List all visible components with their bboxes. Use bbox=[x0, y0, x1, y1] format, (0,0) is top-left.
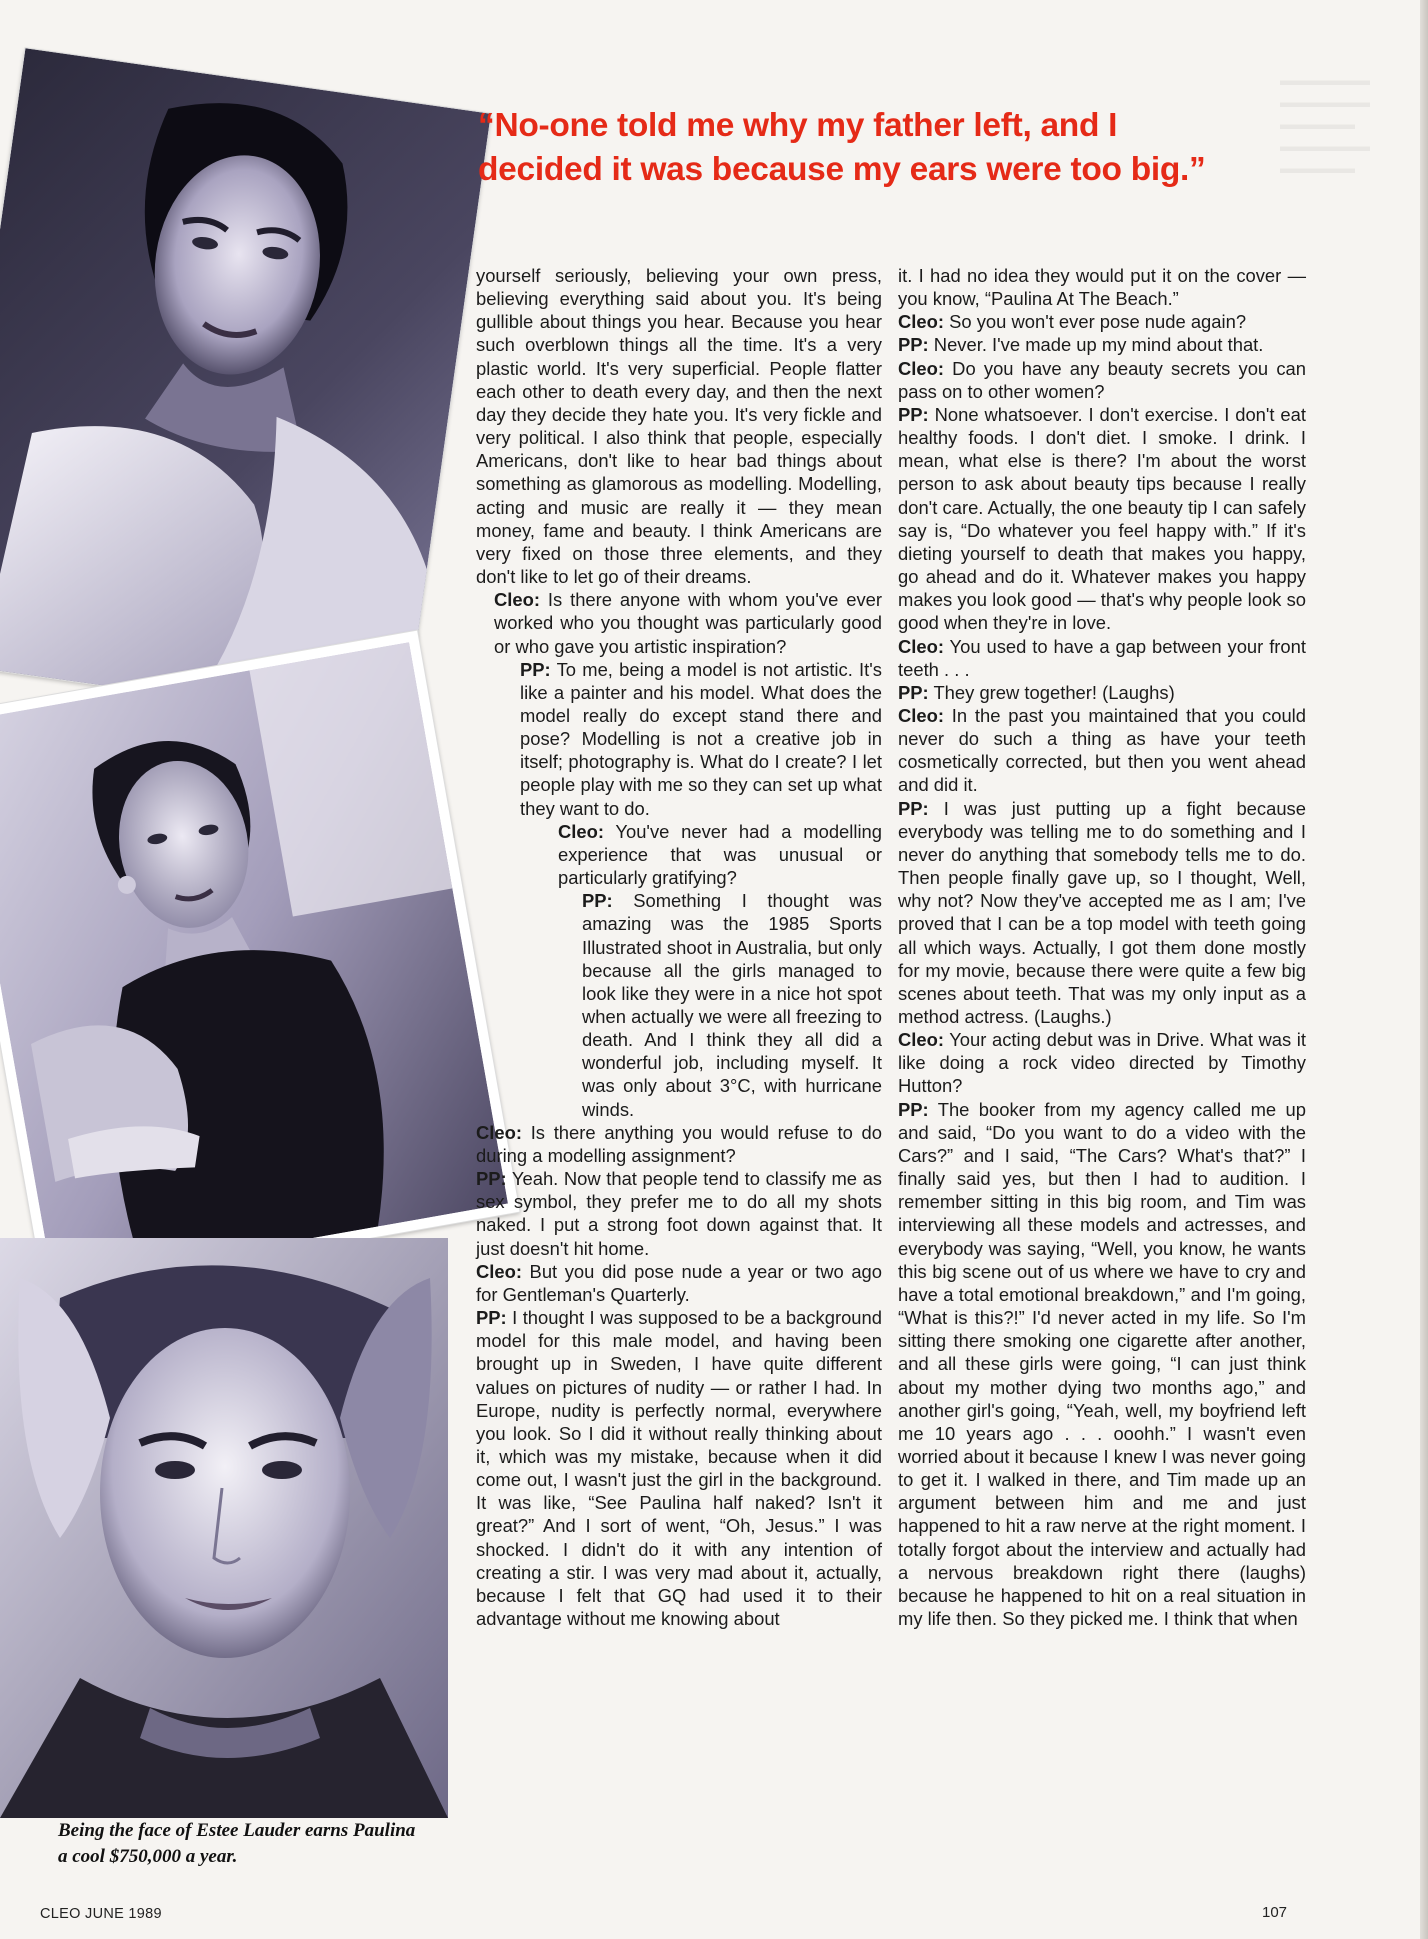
answer-paragraph: PP: They grew together! (Laughs) bbox=[898, 681, 1175, 703]
question-paragraph: Cleo: In the past you maintained that you could never do such a thing as have your teeth cosmetically corrected, but then you went ahead and did it. bbox=[898, 704, 1306, 796]
answer-paragraph: PP: I thought I was supposed to be a background model for this male model, and having been brought up in Sweden, I have quite different values on pictures of nudity — or rather I had. In Europe, nudity is perfectly normal, everywhere you look. So I did it without really thinking about it, which was my mistake, because when it did come out, I wasn't just the girl in the background. It was like, “See Paulina half naked? Isn't it great?” And I sort of went, “Oh, Jesus.” I was shocked. I didn't do it with any intention of creating a stir. I was very mad about it, actually, because I felt that GQ had used it to their advantage without me knowing about bbox=[476, 1307, 882, 1630]
speaker-label: Cleo: bbox=[898, 635, 944, 657]
speaker-label: PP: bbox=[582, 890, 613, 912]
question-paragraph: Cleo: Is there anything you would refuse to do during a modelling assignment? bbox=[476, 1121, 882, 1166]
speaker-label: PP: bbox=[898, 403, 929, 425]
page-number: 107 bbox=[1262, 1904, 1288, 1921]
question-paragraph: Cleo: You've never had a modelling experience that was unusual or particularly gratifying? bbox=[558, 820, 882, 889]
paragraph: it. I had no idea they would put it on the cover — you know, “Paulina At The Beach.” bbox=[898, 265, 1306, 310]
portrait-photo-3 bbox=[0, 1238, 448, 1818]
speaker-label: Cleo: bbox=[558, 820, 604, 842]
bleed-through: ▬▬▬▬▬▬ ▬▬▬▬▬▬ ▬▬▬▬▬ ▬▬▬▬▬▬ ▬▬▬▬▬ bbox=[1280, 72, 1370, 177]
answer-paragraph: PP: Something I thought was amazing was the 1985 Sports Illustrated shoot in Australia, but only because all the girls managed to look like they were in a nice hot spot when actually we were all freezing to death. And I think they all did a wonderful job, including myself. It was only about 3°C, with hurricane winds. bbox=[582, 890, 882, 1120]
answer-paragraph: PP: Never. I've made up my mind about that. bbox=[898, 334, 1264, 356]
article-column-right bbox=[898, 264, 1306, 1630]
answer-paragraph: PP: I was just putting up a fight because everybody was telling me to do something and I never do anything that somebody tells me to do. Then people finally gave up, so I thought, Well, why not? Now they've accepted me as I am; I've proved that I can be a top model with teeth going all which ways. Actually, I got them done mostly for my movie, because there were quite a few big scenes about teeth. That was my only input as a method actress. (Laughs.) bbox=[898, 797, 1306, 1027]
question-paragraph: Cleo: Your acting debut was in Drive. What was it like doing a rock video directed by Timothy Hutton? bbox=[898, 1029, 1306, 1097]
article-column-left bbox=[476, 264, 882, 1630]
speaker-label: Cleo: bbox=[476, 1121, 522, 1143]
answer-paragraph: PP: The booker from my agency called me up and said, “Do you want to do a video with the Cars?” and I said, “The Cars? What's that?” I finally said yes, but then I had to audition. I remember sitting in this big room, and Tim was interviewing all these models and actresses, and everybody was saying, “Well, you know, he wants this big scene out of us where we have to cry and have a total emotional breakdown,” and I'm going, “What is this?!” I'd never acted in my life. So I'm sitting there smoking one cigarette after another, and all these girls were going, “I can just think about my mother dying two months ago,” and another girl's going, “Yeah, well, my boyfriend left me 10 years ago . . . ooohh.” I wasn't even worried about it because I knew I was never going to get it. I walked in there, and Tim made up an argument between him and me and just happened to hit a raw nerve at the right moment. I totally forgot about the interview and actually had a nervous breakdown right there (laughs) because he happened to hit on a real situation in my life then. So they picked me. I think that when bbox=[898, 1098, 1306, 1630]
answer-paragraph: PP: Yeah. Now that people tend to classify me as sex symbol, they prefer me to do all my shots naked. I put a strong foot down against that. It just doesn't hit home. bbox=[476, 1168, 882, 1259]
page-edge-shadow bbox=[1420, 0, 1428, 1939]
answer-paragraph: PP: To me, being a model is not artistic. It's like a painter and his model. What does the model really do except stand there and pose? Modelling is not a creative job in itself; photography is. What do I create? I let people play with me so they can set up what they want to do. bbox=[520, 658, 882, 819]
question-paragraph: Cleo: Is there anyone with whom you've ever worked who you thought was particularly good or who gave you artistic inspiration? bbox=[494, 589, 882, 657]
speaker-label: PP: bbox=[898, 1098, 929, 1120]
speaker-label: PP: bbox=[520, 658, 551, 680]
question-paragraph: Cleo: You used to have a gap between your front teeth . . . bbox=[898, 635, 1306, 680]
speaker-label: PP: bbox=[476, 1168, 507, 1190]
speaker-label: Cleo: bbox=[898, 311, 944, 333]
speaker-label: Cleo: bbox=[476, 1260, 522, 1282]
speaker-label: Cleo: bbox=[898, 1029, 944, 1051]
speaker-label: PP: bbox=[898, 797, 929, 819]
question-paragraph: Cleo: But you did pose nude a year or two ago for Gentleman's Quarterly. bbox=[476, 1260, 882, 1305]
speaker-label: Cleo: bbox=[494, 589, 540, 611]
speaker-label: Cleo: bbox=[898, 357, 944, 379]
speaker-label: PP: bbox=[898, 334, 929, 356]
issue-footer: CLEO JUNE 1989 bbox=[40, 1906, 162, 1922]
speaker-label: PP: bbox=[898, 681, 929, 703]
question-paragraph: Cleo: So you won't ever pose nude again? bbox=[898, 311, 1247, 333]
photo-caption: Being the face of Estee Lauder earns Paulina a cool $750,000 a year. bbox=[58, 1820, 416, 1867]
speaker-label: Cleo: bbox=[898, 704, 944, 726]
pull-quote: “No-one told me why my father left, and I decided it was because my ears were too big.” bbox=[478, 107, 1206, 188]
question-paragraph: Cleo: Do you have any beauty secrets you can pass on to other women? bbox=[898, 357, 1306, 402]
portrait-photo-2 bbox=[0, 631, 520, 1296]
paragraph: yourself seriously, believing your own press, believing everything said about you. It's being gullible about things you hear. Because you hear such overblown things all the time. It's a very plastic world. It's very superficial. People flatter each other to death every day, and then the next day they decide they hate you. It's very fickle and very political. I also think that people, especially Americans, don't like to hear bad things about something as glamorous as modelling. Modelling, acting and music are really it — they mean money, fame and beauty. I think Americans are very fixed on those three elements, and they don't like to let go of their dreams. bbox=[476, 265, 882, 588]
portrait-photo-1 bbox=[0, 48, 491, 727]
answer-paragraph: PP: None whatsoever. I don't exercise. I don't eat healthy foods. I don't diet. I smoke. I drink. I mean, what else is there? I'm about the worst person to ask about beauty tips because I really don't care. Actually, the one beauty tip I can safely say is, “Do whatever you feel happy with.” If it's dieting yourself to death that makes you happy, go ahead and do it. Whatever makes you happy makes you look good — that's why people look so good when they're in love. bbox=[898, 403, 1306, 634]
speaker-label: PP: bbox=[476, 1307, 507, 1329]
